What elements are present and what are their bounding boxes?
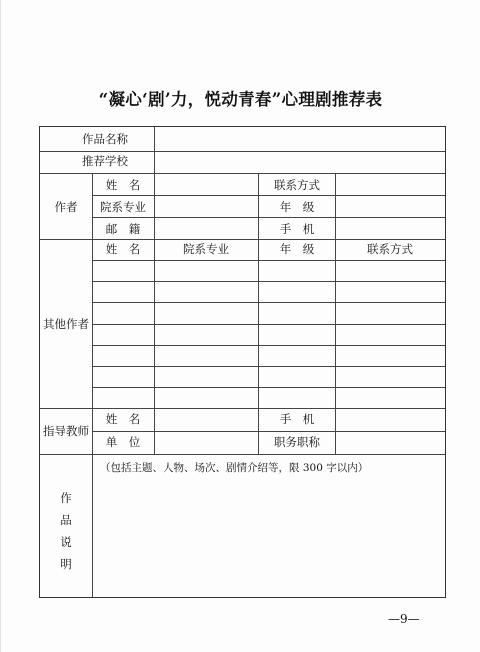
label-desc-char-2: 品 (60, 513, 72, 527)
row-divider (92, 281, 445, 282)
row-divider (92, 260, 445, 261)
label-work-name: 作品名称 (82, 132, 128, 146)
row-divider (92, 302, 445, 303)
col-header-contact: 联系方式 (367, 242, 413, 256)
row-divider (40, 239, 445, 240)
row-divider (40, 454, 445, 455)
page-number: —9— (388, 612, 420, 626)
label-author-mail: 邮 籍 (105, 222, 141, 236)
label-author-phone: 手 机 (279, 222, 315, 236)
label-school: 推荐学校 (82, 154, 128, 168)
row-divider (40, 173, 445, 174)
label-advisor-phone: 手 机 (279, 412, 315, 426)
row-divider (92, 195, 445, 196)
label-desc-char-4: 明 (60, 557, 72, 571)
label-author-grade: 年 级 (279, 200, 315, 214)
col-header-major: 院系专业 (183, 242, 229, 256)
col-header-name: 姓 名 (105, 242, 141, 256)
label-author-contact: 联系方式 (274, 178, 320, 192)
label-advisor-title: 职务职称 (274, 435, 320, 449)
row-divider (92, 387, 445, 388)
description-note: （包括主题、人物、场次、剧情介绍等，限 300 字以内） (100, 462, 369, 474)
row-divider (92, 345, 445, 346)
col-divider (154, 173, 155, 454)
col-divider (154, 127, 155, 173)
form-title: “凝心‘剧’力，悦动青春”心理剧推荐表 (98, 90, 383, 109)
row-divider (92, 366, 445, 367)
col-divider (258, 173, 259, 454)
label-author: 作者 (54, 200, 78, 214)
recommendation-form-table (39, 126, 446, 598)
label-other-authors: 其他作者 (43, 317, 89, 331)
col-divider (92, 454, 93, 597)
row-divider (92, 324, 445, 325)
label-desc-char-1: 作 (60, 491, 72, 505)
label-advisor-unit: 单 位 (105, 435, 141, 449)
row-divider (40, 151, 445, 152)
label-author-name: 姓 名 (105, 178, 141, 192)
row-divider (92, 217, 445, 218)
label-advisor: 指导教师 (43, 424, 89, 438)
row-divider (92, 431, 445, 432)
col-header-grade: 年 级 (279, 242, 315, 256)
label-advisor-name: 姓 名 (105, 412, 141, 426)
label-author-major: 院系专业 (100, 200, 146, 214)
label-desc-char-3: 说 (60, 535, 72, 549)
row-divider (40, 408, 445, 409)
col-divider (335, 173, 336, 454)
col-divider (92, 173, 93, 454)
